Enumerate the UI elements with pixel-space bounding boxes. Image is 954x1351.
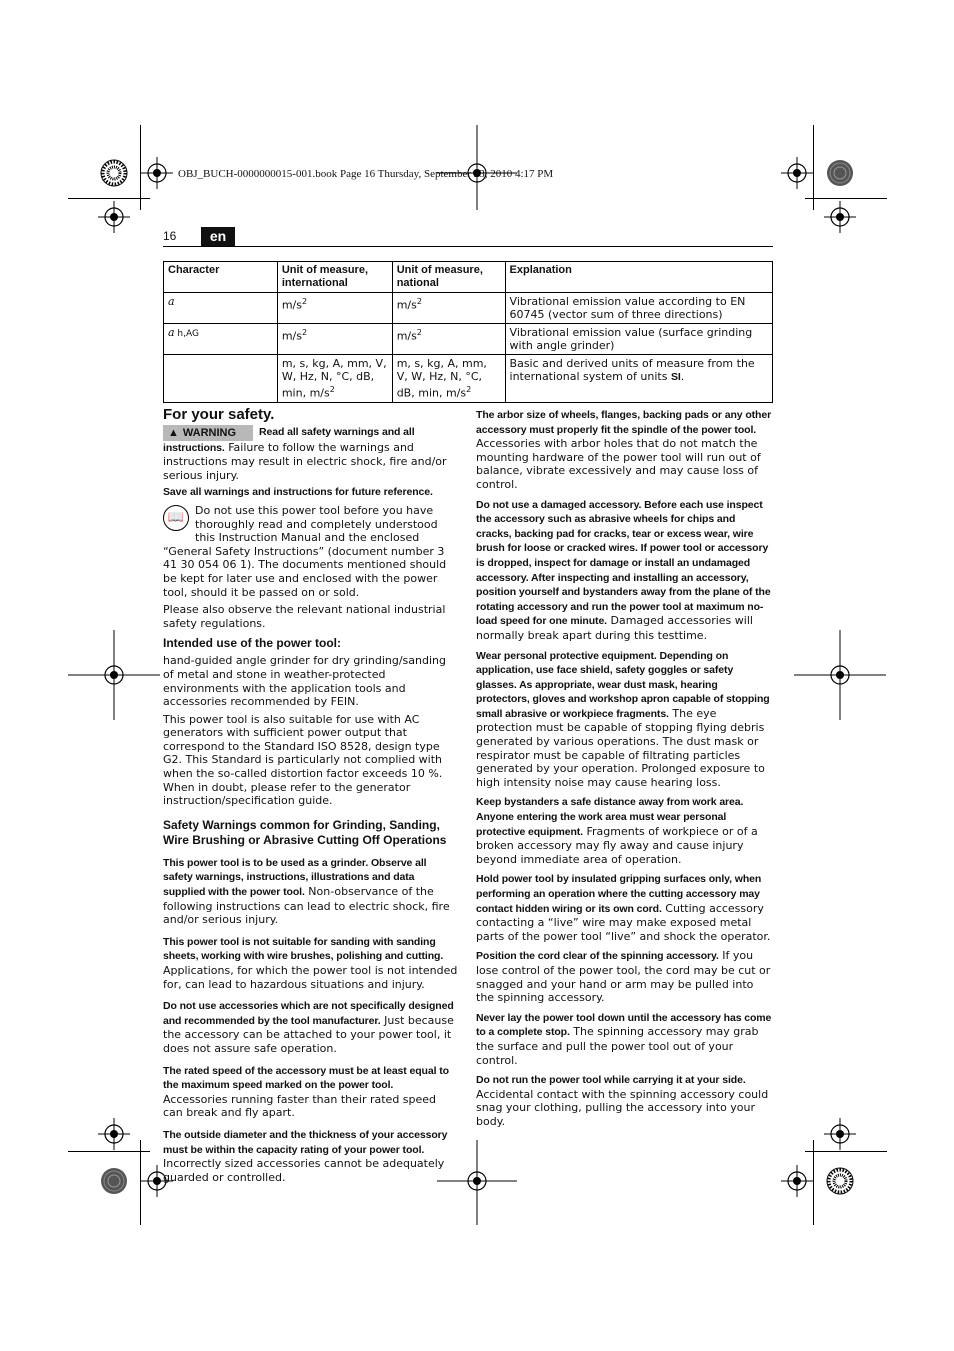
table-row [164,293,773,324]
list-item: Position the cord clear of the spinning accessory. If you lose control of the power tool, the cord may be cut or snagged and your hand or arm may be pulled into the spinning accessory. [476,949,771,1005]
list-item: Hold power tool by insulated gripping surfaces only, when performing an operation where the cutting accessory may contact hidden wiring or its own cord. Cutting accessory contacting a “live” wire may make exposed metal parts of the power tool “live” and shock the operator. [476,873,771,943]
registration-disc-icon [827,160,853,186]
safety-warnings-heading: Safety Warnings common for Grinding, Sanding, Wire Brushing or Abrasive Cutting Off Operations [163,817,447,847]
table-cell: a h,AG [164,324,278,355]
table-cell: a [164,293,278,324]
table-cell [164,355,278,403]
table-row [164,324,773,355]
table-cell: Vibrational emission value (surface grinding with angle grinder) [505,324,772,355]
list-item: Wear personal protective equipment. Depending on application, use face shield, safety goggles or safety glasses. As appropriate, wear dust mask, hearing protectors, gloves and workshop apron capable of stopping small abrasive or workpiece fragments. The eye protection must be capable of stopping flying debris generated by various operations. The dust mask or respirator must be capable of filtrating particles generated by your operation. Prolonged exposure to high intensity noise may cause hearing loss. [476,649,770,789]
list-item: This power tool is to be used as a grinder. Observe all safety warnings, instructions, illustrations and data supplied with the power tool. Non-observance of the following instructions can lead to electric shock, fire and/or serious injury. [163,856,450,927]
table-row [164,355,773,403]
list-item: Keep bystanders a safe distance away from work area. Anyone entering the work area must wear personal protective equipment. Fragments of workpiece or of a broken accessory may fly away and cause injury beyond immediate area of operation. [476,796,758,866]
table-cell: m, s, kg, A, mm, V, W, Hz, N, °C, dB, min, $m/s^2$ [392,355,505,403]
table-cell: $m/s^2$ [392,293,505,324]
regulations-paragraph: Please also observe the relevant national industrial safety regulations. [163,603,446,630]
registration-disc-icon [101,1168,127,1194]
registration-target-icon [141,157,173,189]
intended-use-heading: Intended use of the power tool: [163,636,341,651]
warning-triangle-icon: ▲ [168,426,179,439]
list-item: The rated speed of the accessory must be at least equal to the maximum speed marked on the power tool. Accessories running faster than their rated speed can break and fly apart. [163,1064,449,1120]
save-warnings-text: Save all warnings and instructions for future reference. [163,486,433,499]
registration-target-icon [824,201,856,233]
list-item: The outside diameter and the thickness of your accessory must be within the capacity rating of your power tool. Incorrectly sized accessories cannot be adequately guarded or controlled. [163,1128,448,1184]
column-header: Unit of measure, international [277,262,392,293]
intended-use-paragraph: hand-guided angle grinder for dry grinding/sanding of metal and stone in weather-protected environments with the application tools and accessories recommended by FEIN. [163,654,446,709]
registration-sun-icon [101,160,127,186]
file-header: OBJ_BUCH-0000000015-001.book Page 16 Thursday, September 23, 2010 4:17 PM [178,168,554,180]
column-header: Explanation [505,262,772,293]
left-column [163,408,458,1188]
table-cell: Basic and derived units of measure from the international system of units SI. [505,355,772,403]
registration-target-icon [824,1118,856,1150]
list-item: This power tool is not suitable for sanding with sanding sheets, working with wire brushes, polishing and cutting. Applications, for which the power tool is not intended for, can lead to hazardous situations and injury. [163,935,458,991]
column-header: Character [164,262,278,293]
list-item: The arbor size of wheels, flanges, backing pads or any other accessory must properly fit the spindle of the power tool. Accessories with arbor holes that do not match the mounting hardware of the power tool will run out of balance, vibrate excessively and may cause loss of control. [476,409,772,491]
registration-target-icon [98,1118,130,1150]
table-header-row [164,262,773,293]
read-manual-icon: 📖 [163,505,189,531]
table-cell: m, s, kg, A, mm, V, W, Hz, N, °C, dB, min, $m/s^2$ [277,355,392,403]
page-number: 16 [163,229,177,243]
section-title: For your safety. [163,406,275,423]
units-table [163,261,773,403]
header-rule [163,246,773,247]
list-item: Do not use accessories which are not specifically designed and recommended by the tool manufacturer. Just because the accessory can be attached to your power tool, it does not assure safe operation. [163,1000,454,1055]
registration-target-icon [781,1165,813,1197]
warning-paragraph: ▲ WARNING Read all safety warnings and all instructions. Failure to follow the warnings and instructions may result in electric shock, fire and/or serious injury. [163,425,447,482]
list-item: Never lay the power tool down until the accessory has come to a complete stop. The spinning accessory may grab the surface and pull the power tool out of your control. [476,1011,772,1067]
generator-paragraph: This power tool is also suitable for use with AC generators with sufficient power output that correspond to the Standard ISO 8528, design type G2. This Standard is particularly not complied with when the so-called distortion factor exceeds 10 %. When in doubt, please refer to the generator instruction/specification guide. [163,712,443,808]
table-cell: $m/s^2$ [277,293,392,324]
registration-target-icon [781,157,813,189]
language-tab: en [201,227,235,246]
list-item: Do not use a damaged accessory. Before each use inspect the accessory such as abrasive wheels for chips and cracks, backing pad for cracks, tear or excess wear, wire brush for loose or cracked wires. If power tool or accessory is dropped, inspect for damage or install an undamaged accessory. After inspecting and installing an accessory, position yourself and bystanders away from the plane of the rotating accessory and run the power tool at maximum no-load speed for one minute. Damaged accessories will normally break apart during this testtime. [476,498,771,642]
registration-sun-icon [827,1168,853,1194]
manual-paragraph: 📖 Do not use this power tool before you have thoroughly read and completely understood this Instruction Manual and the enclosed “General Safety Instructions” (document number 3 41 30 054 06 1). The documents mentioned should be kept for later use and enclosed with the power tool, should it be passed on or sold. [163,503,447,599]
list-item: Do not run the power tool while carrying it at your side. Accidental contact with the spinning accessory could snag your clothing, pulling the accessory into your body. [476,1074,769,1128]
table-cell: Vibrational emission value according to EN 60745 (vector sum of three directions) [505,293,772,324]
warning-badge: ▲ WARNING [163,425,253,441]
table-cell: $m/s^2$ [277,324,392,355]
table-cell: $m/s^2$ [392,324,505,355]
right-column [476,408,773,1135]
registration-target-icon [98,201,130,233]
column-header: Unit of measure, national [392,262,505,293]
